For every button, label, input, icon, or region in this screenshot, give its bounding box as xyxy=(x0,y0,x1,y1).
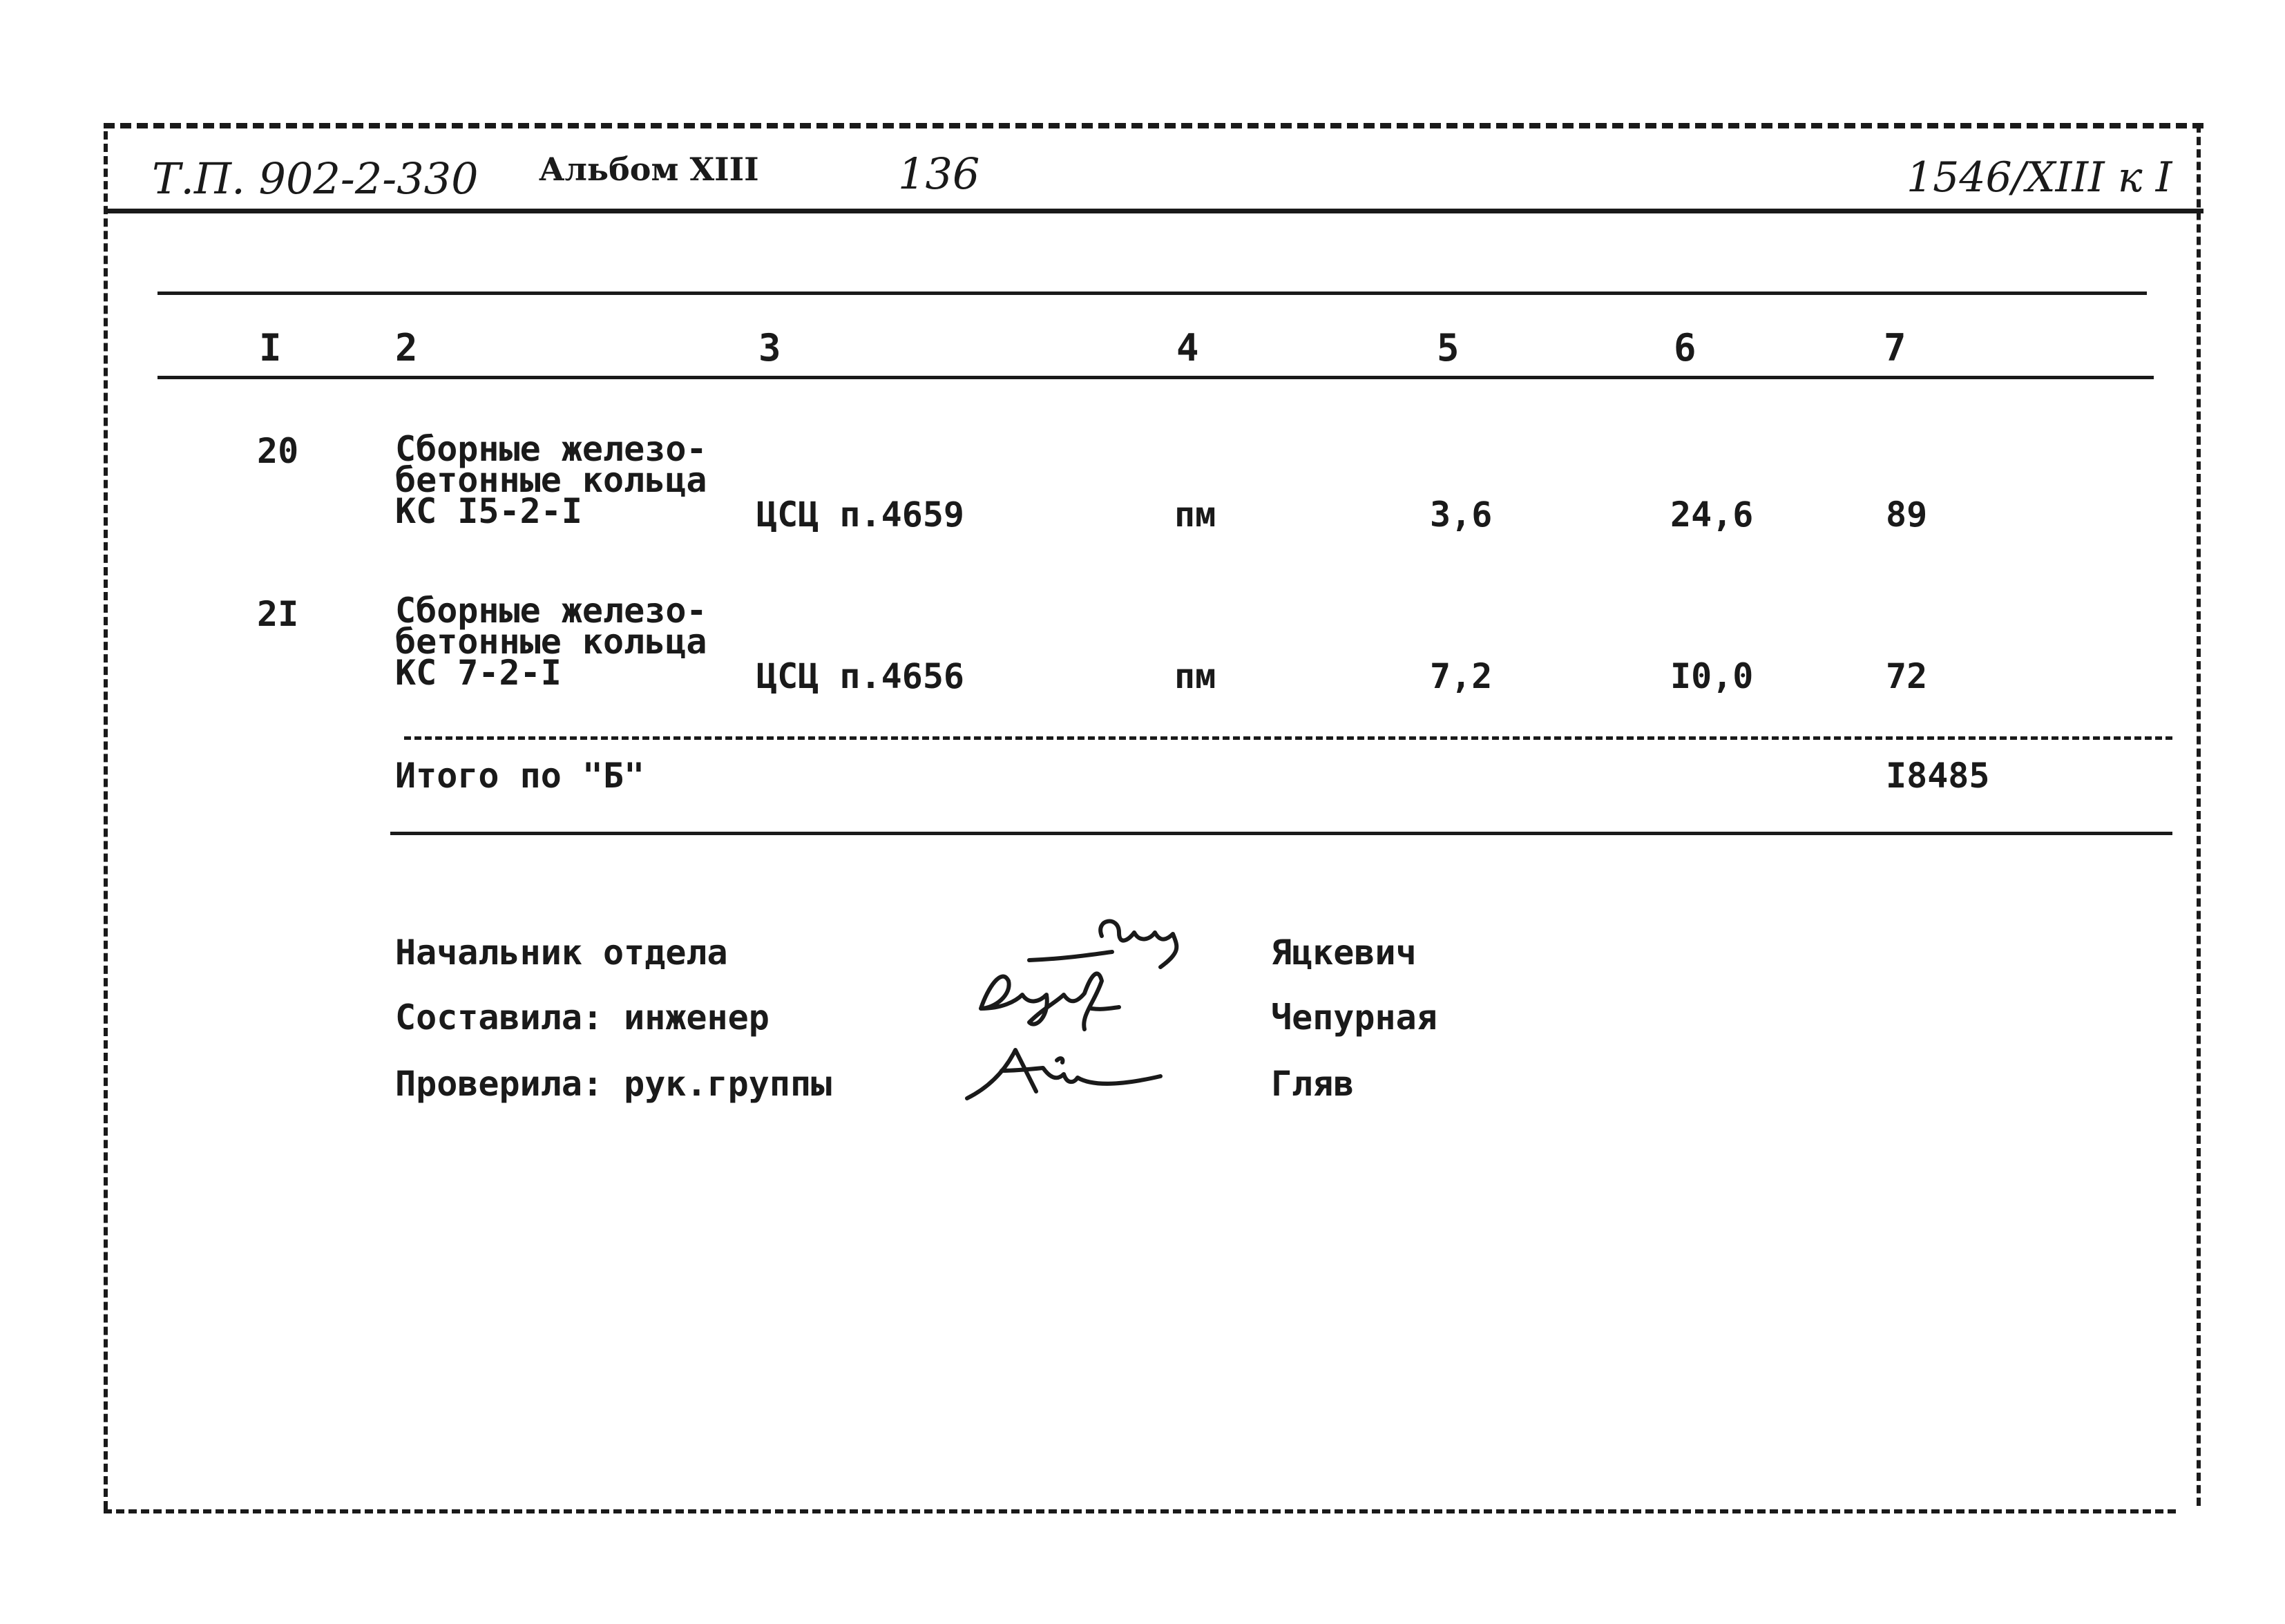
signatory-name-1: Яцкевич xyxy=(1271,933,1417,973)
column-number-4: 4 xyxy=(1176,326,1199,370)
row-21-reference: ЦСЦ п.4656 xyxy=(756,656,965,696)
row-20-total: 89 xyxy=(1886,495,1928,535)
signatory-role-3: Проверила: рук.группы xyxy=(395,1064,832,1104)
total-value: I8485 xyxy=(1886,756,1990,796)
column-number-3: 3 xyxy=(758,326,781,370)
row-21-name-line-2: бетонные кольца xyxy=(395,622,707,662)
row-21-number: 2I xyxy=(257,594,299,634)
frame-bottom-border xyxy=(104,1509,2176,1513)
row-20-name-line-3: КС I5-2-I xyxy=(395,491,582,531)
album-label: Альбом XIII xyxy=(539,151,759,188)
signatory-name-2: Чепурная xyxy=(1271,997,1437,1038)
row-20-reference: ЦСЦ п.4659 xyxy=(756,495,965,535)
signature-2-stroke xyxy=(981,974,1119,1029)
header-divider xyxy=(104,209,2203,213)
row-21-name-line-1: Сборные железо- xyxy=(395,591,707,631)
page-number: 136 xyxy=(898,149,980,199)
column-number-6: 6 xyxy=(1674,326,1696,370)
column-number-5: 5 xyxy=(1437,326,1460,370)
row-21-total: 72 xyxy=(1886,656,1928,696)
row-21-price: I0,0 xyxy=(1670,656,1754,696)
signatory-name-3: Гляв xyxy=(1271,1064,1355,1104)
row-20-name-line-2: бетонные кольца xyxy=(395,460,707,500)
row-20-name xyxy=(395,429,707,531)
frame-top-border xyxy=(104,123,2203,128)
signatory-role-2: Составила: инженер xyxy=(395,997,769,1038)
column-number-7: 7 xyxy=(1884,326,1906,370)
row-21-quantity: 7,2 xyxy=(1430,656,1493,696)
row-21-unit: пм xyxy=(1174,656,1216,696)
project-number: Т.П. 902-2-330 xyxy=(152,153,479,204)
row-21-name xyxy=(395,591,707,693)
table-top-rule xyxy=(157,292,2147,295)
column-number-1: I xyxy=(259,326,282,370)
signature-1-stroke xyxy=(1029,921,1176,967)
signature-3-stroke xyxy=(967,1050,1160,1098)
row-20-name-line-1: Сборные железо- xyxy=(395,429,707,469)
total-top-rule xyxy=(404,736,2172,740)
table-header-rule xyxy=(157,376,2154,379)
row-20-quantity: 3,6 xyxy=(1430,495,1493,535)
row-20-unit: пм xyxy=(1174,495,1216,535)
row-20-number: 20 xyxy=(257,431,299,471)
document-code: 1546/XIII к I xyxy=(1906,153,2172,202)
frame-left-border xyxy=(104,131,108,1509)
handwritten-signatures xyxy=(953,905,1243,1112)
signatory-role-1: Начальник отдела xyxy=(395,933,728,973)
total-label: Итого по "Б" xyxy=(395,756,645,796)
row-20-price: 24,6 xyxy=(1670,495,1754,535)
column-number-2: 2 xyxy=(395,326,418,370)
total-bottom-rule xyxy=(390,832,2172,835)
frame-right-border xyxy=(2197,124,2201,1506)
row-21-name-line-3: КС 7-2-I xyxy=(395,653,562,693)
